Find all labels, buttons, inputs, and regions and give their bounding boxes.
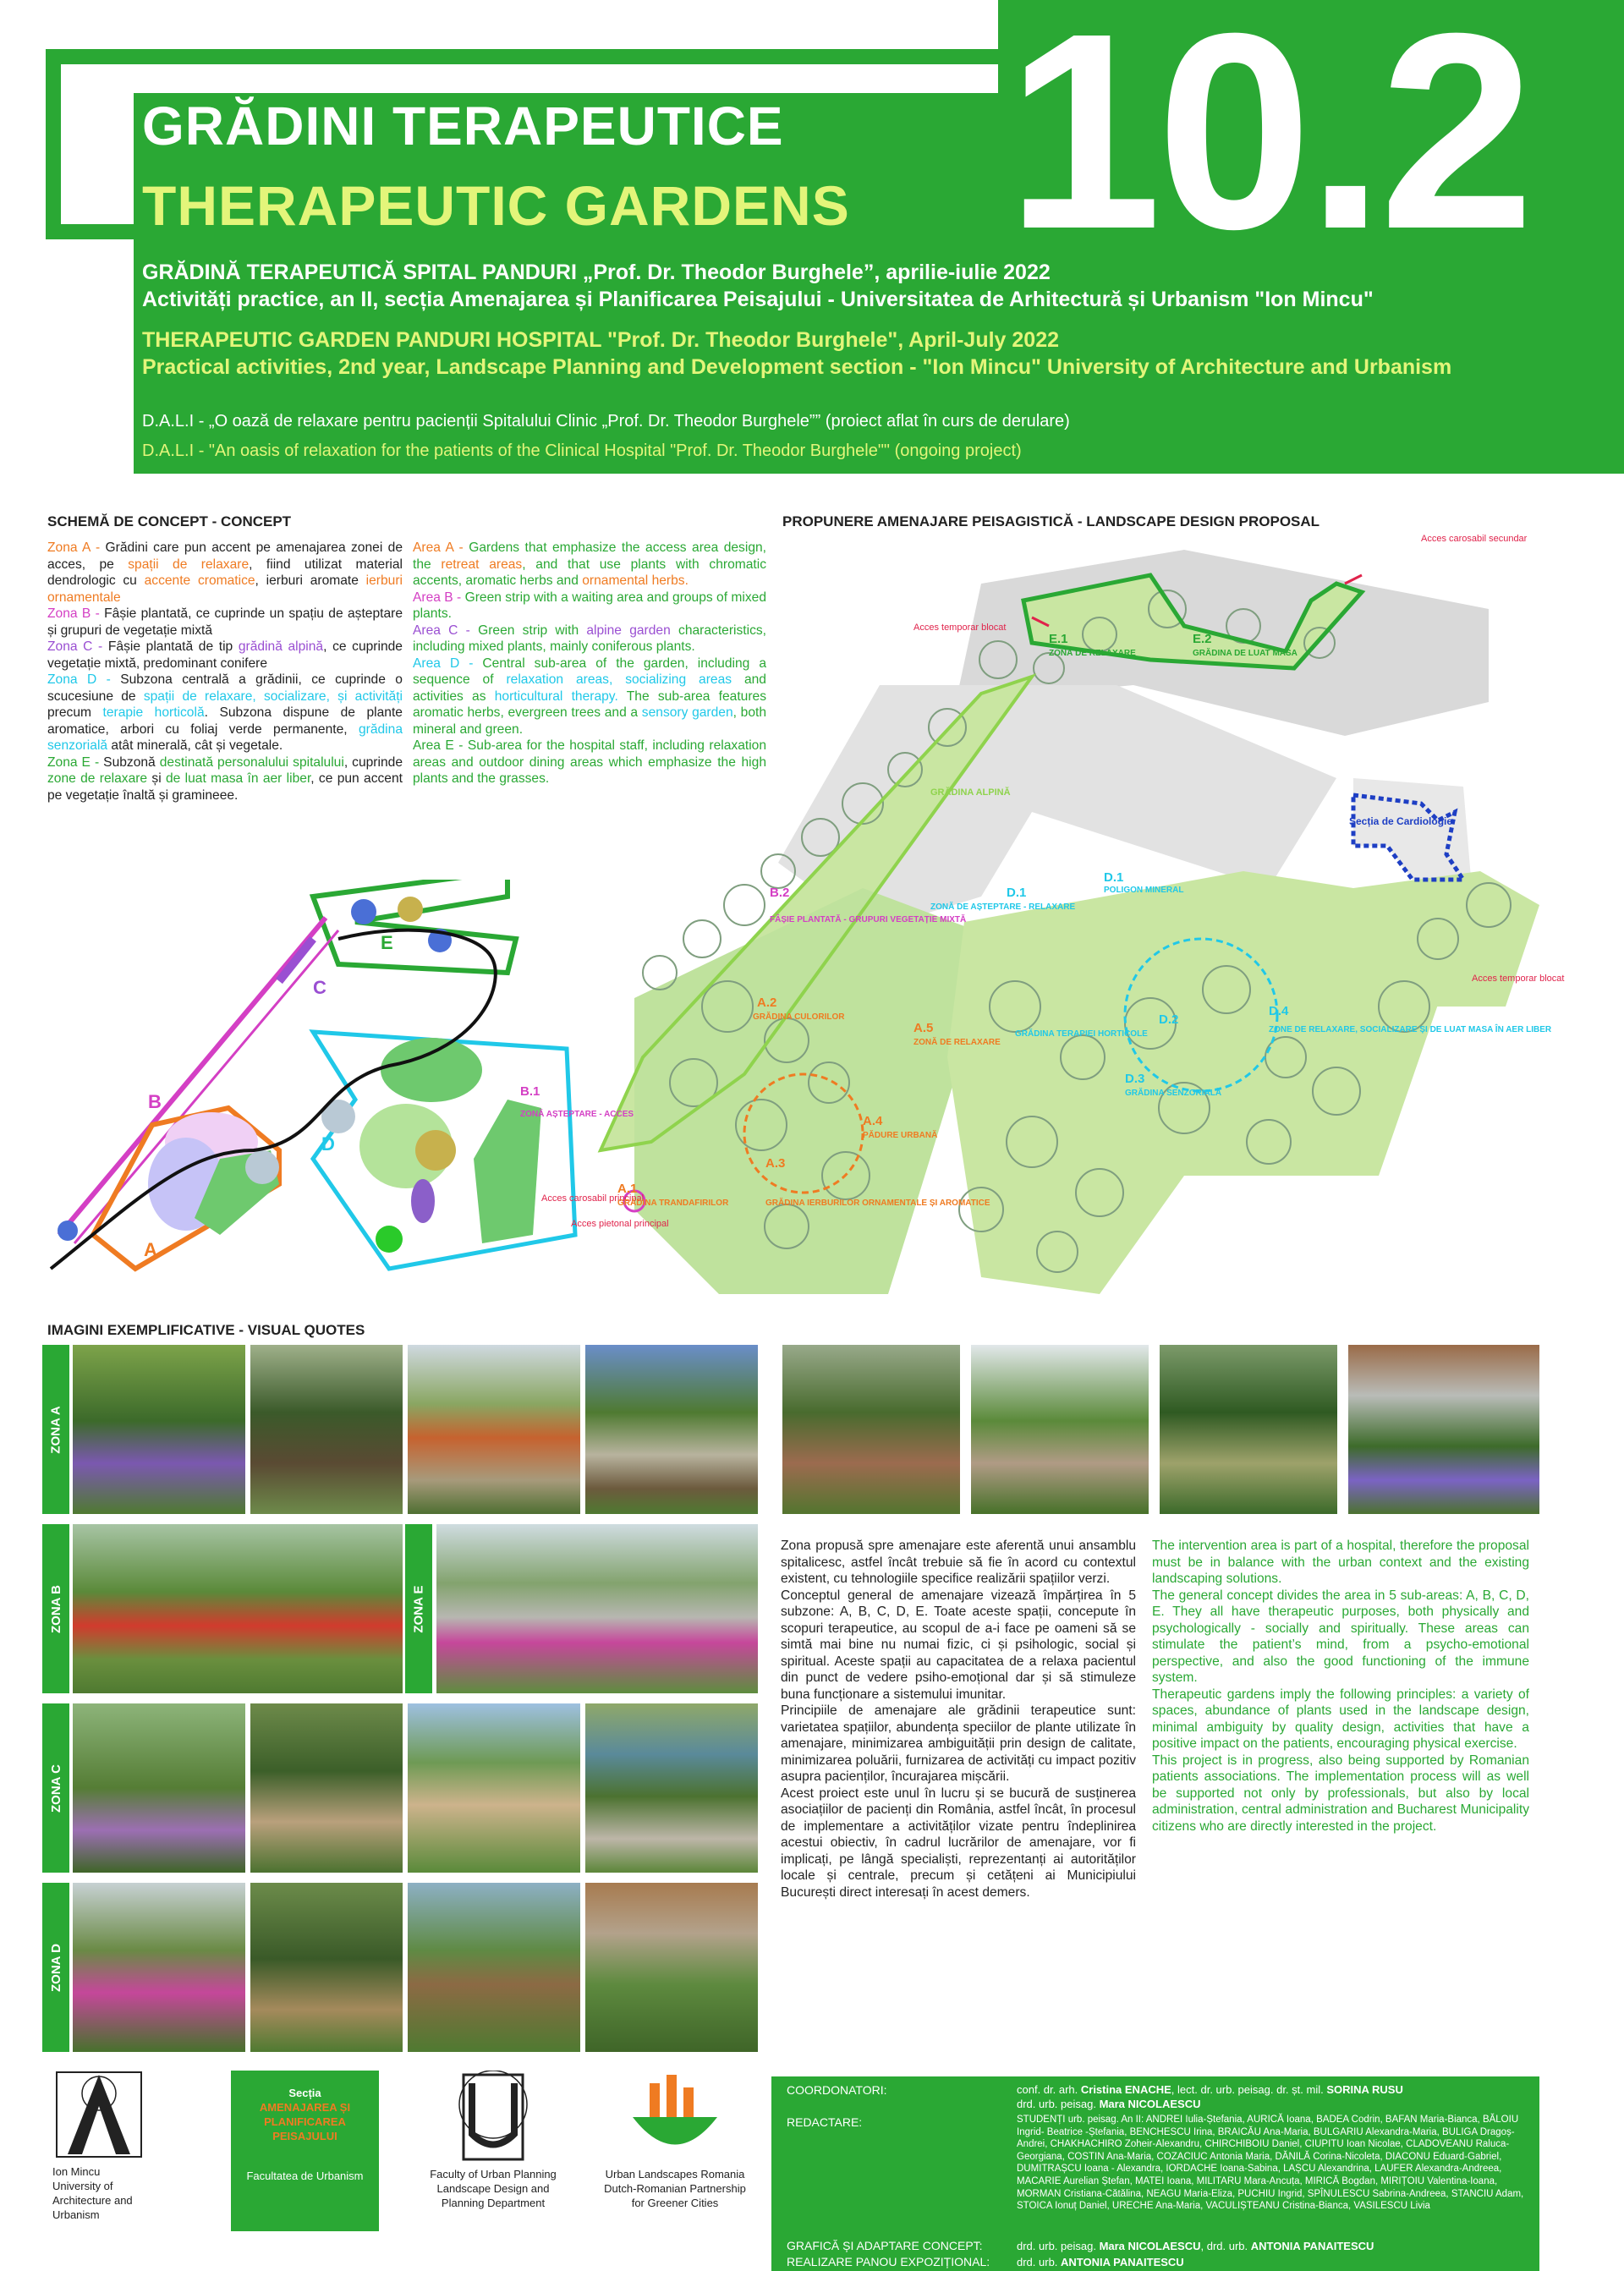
- text: conf. dr. arh.: [1017, 2083, 1081, 2096]
- text: and activities as: [413, 672, 766, 704]
- sectia-line-2: AMENAJAREA ȘI: [259, 2101, 351, 2114]
- text: Gardens that emphasize the access area design, the: [413, 540, 766, 572]
- highlight: ornamental herbs.: [582, 573, 689, 588]
- label-e2-text: GRĂDINA DE LUAT MASA: [1193, 649, 1298, 658]
- logo-sectia: [231, 2071, 379, 2231]
- landscape-title: PROPUNERE AMENAJARE PEISAGISTICĂ - LANDSCAPE DESIGN PROPOSAL: [782, 513, 1320, 529]
- sectia-line-1: Secția: [288, 2087, 321, 2099]
- uauim-name-3: Architecture and Urbanism: [52, 2194, 133, 2221]
- text: , both mineral and green.: [413, 705, 767, 737]
- body-en-p2: The general concept divides the area in 5 sub-areas: A, B, C, D, E. They all have therapeutic purposes, both physically and psychologically - socially and spiritually. These areas can stimulate the patient’s mind, from a psycho-emotional perspective, and also the good functioning of the immune system.: [1152, 1588, 1529, 1685]
- title-en: THERAPEUTIC GARDENS: [142, 174, 850, 237]
- zone-d-shape: [381, 1038, 482, 1102]
- label-a2-text: GRĂDINA CULORILOR: [753, 1012, 845, 1022]
- label-a4-text: PĂDURE URBANĂ: [863, 1131, 938, 1140]
- sectia-line-3: PLANIFICAREA: [264, 2115, 346, 2128]
- sectia-line-4: PEISAJULUI: [272, 2130, 337, 2142]
- fup-line-2: Landscape Design and: [436, 2182, 550, 2195]
- text: , ierburi aromate: [255, 573, 366, 588]
- highlight: destinată personalului spitalului: [159, 754, 344, 770]
- body-en-p4: This project is in progress, also being supported by Romanian patients associations. The implementation process will as well be supported not only by professionals, but also by local administration, central administration and Bucharest Municipality citizens who are directly interested in the project.: [1152, 1753, 1529, 1834]
- body-ro-p2: Conceptul general de amenajare vizează împărțirea în 5 subzone: A, B, C, D, E. Toate aceste spații, concepute în scopuri terapeutice, au scopul de a-i face pe oameni să se simtă mai bine nu numai fizic, ci și psihologic, social și spiritual. Aceste spații au capacitatea de a relaxa pacientul din punct de vedere psiho-emoțional dar și să stimuleze buna funcționare a sistemului imunitar.: [781, 1588, 1136, 1702]
- label-a3-text: GRĂDINA IERBURILOR ORNAMENTALE ȘI AROMATICE: [765, 1199, 990, 1208]
- photo-zone-a-1: [73, 1345, 245, 1514]
- zone-label-c: [42, 1703, 69, 1873]
- zone-c-ro: [47, 639, 403, 672]
- highlight: ierburi ornamentale: [47, 573, 403, 605]
- label-a: A: [144, 1239, 157, 1260]
- frame-left: [46, 49, 61, 239]
- highlight: zone de relaxare: [47, 771, 148, 786]
- photo-zone-a-4: [585, 1345, 758, 1514]
- text: Grădini care pun accent pe amenajarea zonei de acces, pe: [47, 540, 403, 572]
- label-a5-text: ZONĂ DE RELAXARE: [914, 1038, 1001, 1047]
- photo-zone-c-2: [250, 1703, 403, 1873]
- text: . Subzona dispune de plante aromatice, arbori cu foliaj verde permanente,: [47, 705, 403, 737]
- text: Sub-area for the hospital staff, including relaxation areas and outdoor dining areas which emphasize the high plants and the grasses.: [413, 738, 767, 786]
- name: SORINA RUSU: [1326, 2083, 1403, 2096]
- label-e1-text: ZONĂ DE RELAXARE: [1049, 649, 1136, 658]
- redactare-label: REDACTARE:: [787, 2115, 863, 2129]
- header-line-4: Practical activities, 2nd year, Landscape Planning and Development section - "Ion Mincu" University of Architecture and Urbanism: [142, 355, 1452, 379]
- zone-label-text: ZONA B: [48, 1584, 63, 1633]
- zone-label-text: ZONA A: [48, 1405, 63, 1454]
- text: precum: [47, 705, 103, 720]
- photo-right-4: [1348, 1345, 1539, 1514]
- highlight: accente cromatice: [144, 573, 255, 588]
- zone-label-d: [42, 1883, 69, 2052]
- grafica-label: GRAFICĂ ȘI ADAPTARE CONCEPT:: [787, 2239, 983, 2252]
- highlight: horticultural therapy.: [494, 688, 618, 704]
- header-line-3: THERAPEUTIC GARDEN PANDURI HOSPITAL "Prof. Dr. Theodor Burghele", April-July 2022: [142, 328, 1060, 352]
- zone-b-label: Zona B -: [47, 606, 105, 621]
- name: Mara NICOLAESCU: [1099, 2240, 1201, 2252]
- highlight: relaxation areas, socializing areas: [506, 672, 732, 687]
- area-d-label: Area D -: [413, 656, 483, 671]
- highlight: spații de relaxare: [128, 557, 250, 572]
- zone-a-ro: [47, 540, 403, 606]
- text: Green strip with: [478, 623, 587, 638]
- zone-label-text: ZONA C: [48, 1764, 63, 1813]
- label-acces-carosabil: Acces carosabil principal: [541, 1193, 645, 1204]
- highlight: alpine garden: [586, 623, 671, 638]
- zone-e-dot: [398, 897, 423, 922]
- photo-zone-a-3: [408, 1345, 580, 1514]
- label-d3-text: GRĂDINA SENZORIALĂ: [1125, 1089, 1222, 1098]
- label-d2: D.2: [1159, 1012, 1179, 1027]
- ulr-line-3: for Greener Cities: [631, 2197, 719, 2209]
- label-acces-temp-1: Acces temporar blocat: [914, 623, 1007, 633]
- photo-right-1: [782, 1345, 960, 1514]
- text: drd. urb. peisag.: [1017, 2240, 1100, 2252]
- fup-logo-icon: [447, 2071, 540, 2164]
- zone-a-green: [634, 888, 998, 1294]
- body-text-en: [1152, 1538, 1529, 1835]
- text: , cuprinde: [343, 754, 403, 770]
- photo-zone-c-4: [585, 1703, 758, 1873]
- area-e-label: Area E -: [413, 738, 468, 753]
- text: Green strip with a waiting area and groups of mixed plants.: [413, 590, 767, 621]
- ulr-logo-icon: [620, 2071, 730, 2164]
- zone-b-ro: [47, 606, 403, 639]
- zone-d-dot: [415, 1130, 456, 1171]
- text: Fâșie plantată, ce cuprinde un spațiu de așteptare și grupuri de vegetație mixtă: [47, 606, 403, 638]
- photo-zone-c-1: [73, 1703, 245, 1873]
- header: [0, 0, 1624, 482]
- text: atât minerală, cât și vegetale.: [107, 738, 283, 753]
- area-b-label: Area B -: [413, 590, 465, 605]
- label-a1: A.1: [617, 1182, 638, 1196]
- label-e1: E.1: [1049, 632, 1068, 646]
- label-d2-text: GRĂDINA TERAPIEI HORTICOLE: [1015, 1029, 1148, 1039]
- coord-line-2: [1017, 2098, 1200, 2110]
- body-en-p3: Therapeutic gardens imply the following principles: a variety of spaces, abundance of plants used in the landscape design, minimal ambiguity by quality design, activities that have a positive impact on the patients, encouraging physical exercise.: [1152, 1687, 1529, 1751]
- uauim-name-2: University of: [52, 2180, 113, 2192]
- zone-e-label: Zona E -: [47, 754, 104, 770]
- zone-d-green: [947, 871, 1455, 1294]
- fup-line-3: Planning Department: [441, 2197, 546, 2209]
- name: ANTONIA PANAITESCU: [1061, 2256, 1184, 2268]
- zone-a-label: Zona A -: [47, 540, 106, 555]
- label-b: B: [148, 1091, 162, 1112]
- fup-line-1: Faculty of Urban Planning: [430, 2168, 557, 2180]
- zone-label-e: [405, 1524, 432, 1693]
- label-d1b-text: POLIGON MINERAL: [1104, 886, 1184, 895]
- text: și: [147, 771, 166, 786]
- label-d4-text: ZONE DE RELAXARE, SOCIALIZARE ȘI DE LUAT MASA ÎN AER LIBER: [1269, 1025, 1552, 1034]
- label-acces-pietonal: Acces pietonal principal: [571, 1219, 669, 1229]
- highlight: spații de relaxare, socializare, și activități: [143, 688, 403, 704]
- photo-zone-b-1: [73, 1524, 403, 1693]
- text: Fâșie plantată de tip: [107, 639, 239, 654]
- zone-e-outline: [313, 880, 516, 973]
- zone-d-ro: [47, 672, 403, 754]
- highlight: retreat areas: [441, 557, 523, 572]
- concept-text-ro: [47, 540, 403, 804]
- body-ro-p1: Zona propusă spre amenajare este aferentă unui ansamblu spitalicesc, astfel încât trebuie să fie în acord cu contextul existent, cu tehnologiile specifice realizării spațiilor verzi.: [781, 1539, 1136, 1586]
- label-b2: B.2: [770, 886, 790, 900]
- label-a1-text: GRĂDINA TRANDAFIRILOR: [617, 1199, 729, 1208]
- body-ro-p4: Acest proiect este unul în lucru și se bucură de susținerea asociațiilor de pacienți din România, astfel încât, în procesul de implementare a activităților vizate pentru îndeplinirea acestui obiectiv, în cadrul lucrărilor de amenajare, vor fi implicați, pe lângă specialiști, reprezentanți ai autorităților locale și centrale, precum și cetățeni ai Municipiului București direct interesați în acest demers.: [781, 1786, 1136, 1900]
- photo-zone-e-1: [436, 1524, 758, 1693]
- photo-zone-c-3: [408, 1703, 580, 1873]
- label-gradina-alpina: GRĂDINA ALPINĂ: [930, 787, 1011, 798]
- label-d3: D.3: [1125, 1072, 1145, 1086]
- text: , lect. dr. urb. peisag. dr. șt. mil.: [1171, 2083, 1327, 2096]
- coord-line-1: [1017, 2083, 1403, 2096]
- label-d1a: D.1: [1007, 886, 1027, 900]
- zone-d-label: Zona D -: [47, 672, 121, 687]
- label-a3: A.3: [765, 1156, 786, 1171]
- text: The sub-area features aromatic herbs, evergreen trees and a: [413, 688, 766, 720]
- highlight: grădina senzorială: [47, 721, 403, 753]
- label-b2-text: FÂȘIE PLANTATĂ - GRUPURI VEGETAȚIE MIXTĂ: [770, 915, 967, 924]
- name: Mara NICOLAESCU: [1099, 2098, 1201, 2110]
- text: , ce cuprinde vegetație mixtă, predominant conifere: [47, 639, 403, 671]
- label-d1a-text: ZONĂ DE AȘTEPTARE - RELAXARE: [930, 902, 1076, 912]
- label-e2: E.2: [1193, 632, 1212, 646]
- photo-right-2: [971, 1345, 1149, 1514]
- zone-d-dot: [376, 1226, 403, 1253]
- area-c-label: Area C -: [413, 623, 479, 638]
- grafica-line: [1017, 2240, 1374, 2252]
- highlight: terapie horticolă: [102, 705, 205, 720]
- highlight: de luat masa în aer liber: [165, 771, 311, 786]
- area-a-label: Area A -: [413, 540, 469, 555]
- photo-zone-d-4: [585, 1883, 758, 2052]
- text: Subzona centrală a grădinii, ce cuprinde o scucesiune de: [47, 672, 403, 704]
- text: drd. urb. peisag.: [1017, 2098, 1100, 2110]
- text: drd. urb.: [1017, 2256, 1062, 2268]
- text: , drd. urb.: [1200, 2240, 1251, 2252]
- panou-line: [1017, 2256, 1184, 2268]
- label-acces-temp-2: Acces temporar blocat: [1472, 974, 1565, 984]
- zone-b-dot: [58, 1221, 78, 1241]
- label-e: E: [381, 932, 393, 953]
- header-line-1: GRĂDINĂ TERAPEUTICĂ SPITAL PANDURI „Prof. Dr. Theodor Burghele”, aprilie-iulie 2022: [142, 261, 1051, 284]
- label-d4: D.4: [1269, 1004, 1289, 1018]
- label-b1: B.1: [520, 1084, 540, 1099]
- ulr-line-2: Dutch-Romanian Partnership: [604, 2182, 746, 2195]
- frame-top: [46, 49, 1027, 64]
- label-a5: A.5: [914, 1021, 934, 1035]
- text: Subzonă: [103, 754, 160, 770]
- students-list: STUDENȚI urb. peisag. An II: ANDREI Iulia-Ștefania, AURICĂ Ioana, BADEA Codrin, BAFAN Maria-Bianca, BĂLOIU Ingrid- Beatrice -Ștefania, BENCHESCU Irina, BRAICĂU Ana-Maria, BULGARIU Alexandra-Maria, BULIGA Dragoș-Andrei, CHAKHACHIRO Zoheir-Alexandru, CHIRCHIBOIU Daniel, CIUPITU Ioan Nicolae, CLADOVEANU Raluca-Georgiana, COSTIN Ana-Maria, COZACIUC Antonia Maria, DĂNILĂ Corina-Nicoleta, DIACONU Eduard-Gabriel, DUMITRAȘCU Ioana - Alexandra, IORDACHE Ioana-Sabina, LAȘCU Alexandrina, LAUFER Alexandra-Andreea, MACARIE Aurelian Ștefan, MATEI Ioana, MILITARU Mara-Ancuța, MIRICĂ Bogdan, MIRIȚOIU Valentina-Ioana, MORMAN Cristiana-Cătălina, NEAGU Maria-Eliza, PUCHIU Ingrid, SPÎNULESCU Sabrina-Andreea, STANCIU Adam, STOICA Ionuț Daniel, URECHE Ana-Maria, VACULIȘTEANU Cristina-Bianca, VASILESCU Livia: [1017, 2115, 1524, 2212]
- credits-panel: [771, 2076, 1539, 2271]
- highlight: grădină alpină: [238, 639, 324, 654]
- highlight: sensory garden: [641, 705, 733, 720]
- photo-zone-a-2: [250, 1345, 403, 1514]
- text: , ce pun accent pe vegetație înaltă și gramineee.: [47, 771, 403, 803]
- label-acces-secundar: Acces carosabil secundar: [1421, 534, 1528, 544]
- concept-title: SCHEMĂ DE CONCEPT - CONCEPT: [47, 513, 292, 529]
- coord-label: COORDONATORI:: [787, 2083, 887, 2097]
- label-b1-text: ZONĂ AȘTEPTARE - ACCES: [520, 1110, 634, 1119]
- header-line-6: D.A.L.I - "An oasis of relaxation for the patients of the Clinical Hospital "Prof. Dr. Theodor Burghele"" (ongoing project): [142, 442, 1022, 460]
- body-text-ro: [781, 1538, 1136, 1901]
- label-d1b: D.1: [1104, 870, 1124, 885]
- zone-label-text: ZONA D: [48, 1943, 63, 1992]
- name: Cristina ENACHE: [1080, 2083, 1171, 2096]
- header-line-5: D.A.L.I - „O oază de relaxare pentru pacienții Spitalului Clinic „Prof. Dr. Theodor Burghele”” (proiect aflat în curs de derulare): [142, 412, 1070, 431]
- text: Central sub-area of the garden, including a sequence of: [413, 656, 766, 687]
- text: , fiind utilizat material dendrologic cu: [47, 557, 403, 588]
- zone-label-a: [42, 1345, 69, 1514]
- logo-fup: [421, 2071, 565, 2257]
- zone-e-ro: [47, 754, 403, 804]
- label-c: C: [313, 977, 326, 998]
- header-line-2: Activități practice, an II, secția Amenajarea și Planificarea Peisajului - Universitatea de Arhitectură și Urbanism "Ion Mincu": [142, 288, 1374, 311]
- title-ro: GRĂDINI TERAPEUTICE: [142, 96, 784, 156]
- label-a4: A.4: [863, 1114, 883, 1128]
- zone-c-strip: [279, 939, 313, 981]
- cardiology-building: [1353, 778, 1472, 888]
- zone-label-b: [42, 1524, 69, 1693]
- photo-zone-d-2: [250, 1883, 403, 2052]
- body-en-p1: The intervention area is part of a hospital, therefore the proposal must be in balance with the urban context and the existing landscaping solutions.: [1152, 1539, 1529, 1586]
- text: , and that use plants with chromatic accents, aromatic herbs and: [413, 557, 766, 588]
- panou-label: REALIZARE PANOU EXPOZIȚIONAL:: [787, 2255, 990, 2268]
- zone-c-label: Zona C -: [47, 639, 108, 654]
- label-d: D: [321, 1133, 335, 1155]
- text: characteristics, including mixed plants, mainly coniferous plants.: [413, 623, 767, 654]
- landscape-plan: [508, 533, 1607, 1303]
- logo-uauim: [52, 2068, 179, 2271]
- logo-ulr: [590, 2071, 760, 2257]
- label-a2: A.2: [757, 996, 777, 1010]
- uauim-name-1: Ion Mincu: [52, 2165, 101, 2178]
- big-number: 10.2: [1007, 0, 1530, 287]
- sectia-line-5: Facultatea de Urbanism: [246, 2170, 364, 2182]
- ulr-line-1: Urban Landscapes Romania: [605, 2168, 745, 2180]
- uauim-logo-icon: [52, 2068, 145, 2161]
- zone-d-dot: [411, 1179, 435, 1223]
- label-cardiologie: Secția de Cardiologie: [1349, 815, 1453, 827]
- zone-d-dot: [245, 1150, 279, 1184]
- zone-label-text: ZONA E: [411, 1584, 426, 1633]
- photo-zone-d-3: [408, 1883, 580, 2052]
- zone-e-dot: [351, 899, 376, 924]
- body-ro-p3: Principiile de amenajare ale grădinii terapeutice sunt: varietatea spațiilor, abundența speciilor de plante utilizate în amenajare, minimizarea ambiguității prin design de calitate, minimizarea poluării, furnizarea de activități cu impact pozitiv asupra pacienților, încurajarea mișcării.: [781, 1703, 1136, 1784]
- photo-right-3: [1160, 1345, 1337, 1514]
- quotes-title: IMAGINI EXEMPLIFICATIVE - VISUAL QUOTES: [47, 1322, 365, 1338]
- name: ANTONIA PANAITESCU: [1250, 2240, 1374, 2252]
- photo-zone-d-1: [73, 1883, 245, 2052]
